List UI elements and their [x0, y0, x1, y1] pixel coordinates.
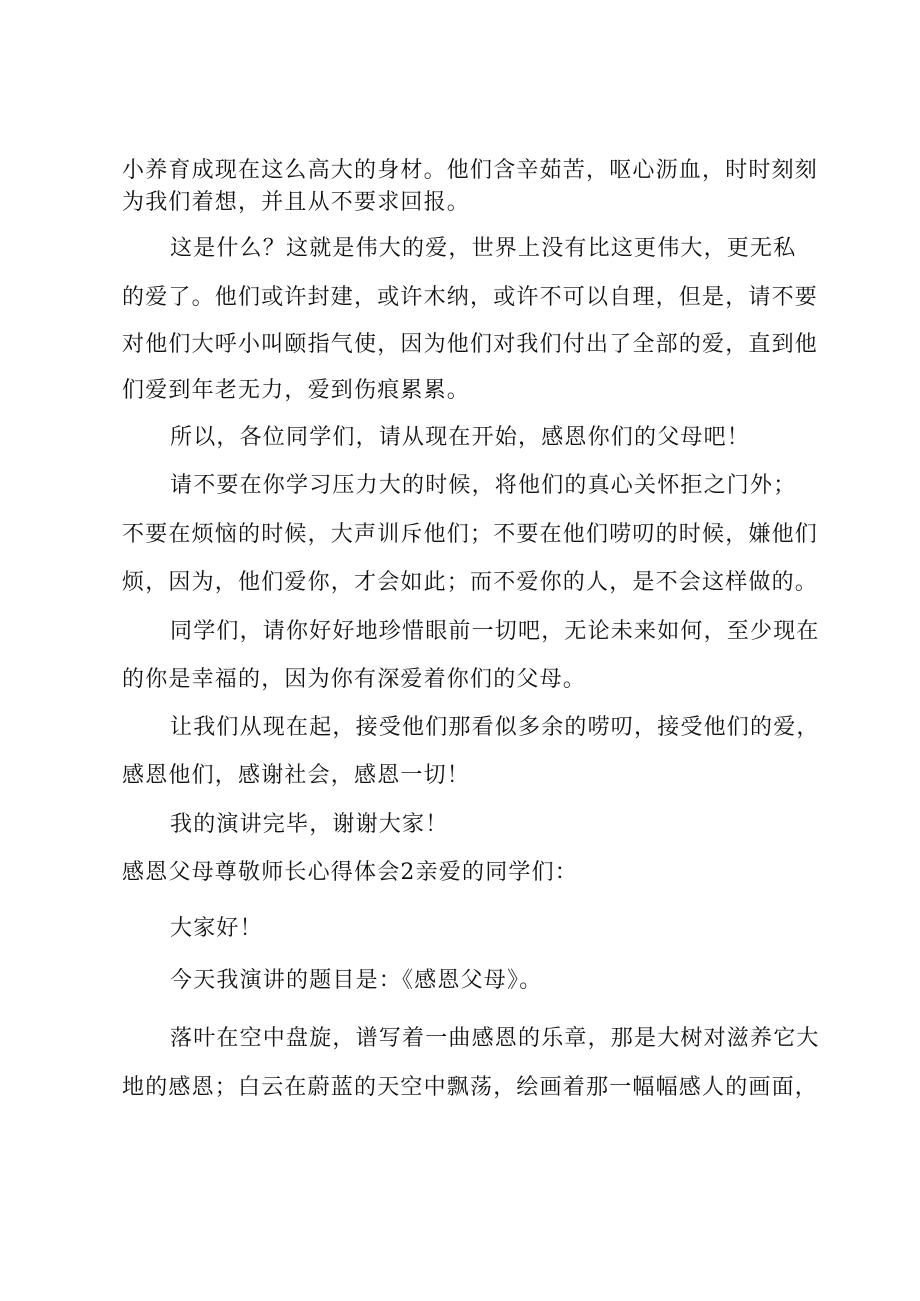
text-line: 地的感恩；白云在蔚蓝的天空中飘荡，绘画着那一幅幅感人的画面，	[122, 1075, 819, 1100]
text-line: 烦，因为，他们爱你，才会如此；而不爱你的人，是不会这样做的。	[122, 570, 819, 595]
text-line: 这是什么？这就是伟大的爱，世界上没有比这更伟大，更无私	[170, 236, 797, 261]
text-line: 小养育成现在这么高大的身材。他们含辛茹苦，呕心沥血，时时刻刻	[122, 158, 819, 183]
text-line: 的爱了。他们或许封建，或许木纳，或许不可以自理，但是，请不要	[122, 285, 819, 310]
text-line: 感恩他们，感谢社会，感恩一切！	[122, 763, 471, 788]
text-line: 的你是幸福的，因为你有深爱着你们的父母。	[122, 667, 587, 692]
text-line: 落叶在空中盘旋，谱写着一曲感恩的乐章，那是大树对滋养它大	[170, 1026, 820, 1051]
text-line: 大家好！	[170, 916, 263, 941]
text-line: 们爱到年老无力，爱到伤痕累累。	[122, 378, 471, 403]
text-line: 同学们，请你好好地珍惜眼前一切吧，无论未来如何，至少现在	[170, 619, 820, 644]
text-line: 为我们着想，并且从不要求回报。	[122, 190, 471, 215]
text-line: 不要在烦恼的时候，大声训斥他们；不要在他们唠叨的时候，嫌他们	[122, 522, 819, 547]
text-line: 今天我演讲的题目是：《感恩父母》。	[170, 968, 543, 993]
text-line: 对他们大呼小叫颐指气使，因为他们对我们付出了全部的爱，直到他	[122, 332, 819, 357]
text-line: 请不要在你学习压力大的时候，将他们的真心关怀拒之门外；	[170, 473, 797, 498]
text-line: 让我们从现在起，接受他们那看似多余的唠叨，接受他们的爱，	[170, 715, 820, 740]
text-line: 我的演讲完毕，谢谢大家！	[170, 812, 449, 837]
text-line: 感恩父母尊敬师长心得体会2亲爱的同学们：	[122, 860, 578, 885]
text-line: 所以，各位同学们，请从现在开始，感恩你们的父母吧！	[170, 425, 751, 450]
